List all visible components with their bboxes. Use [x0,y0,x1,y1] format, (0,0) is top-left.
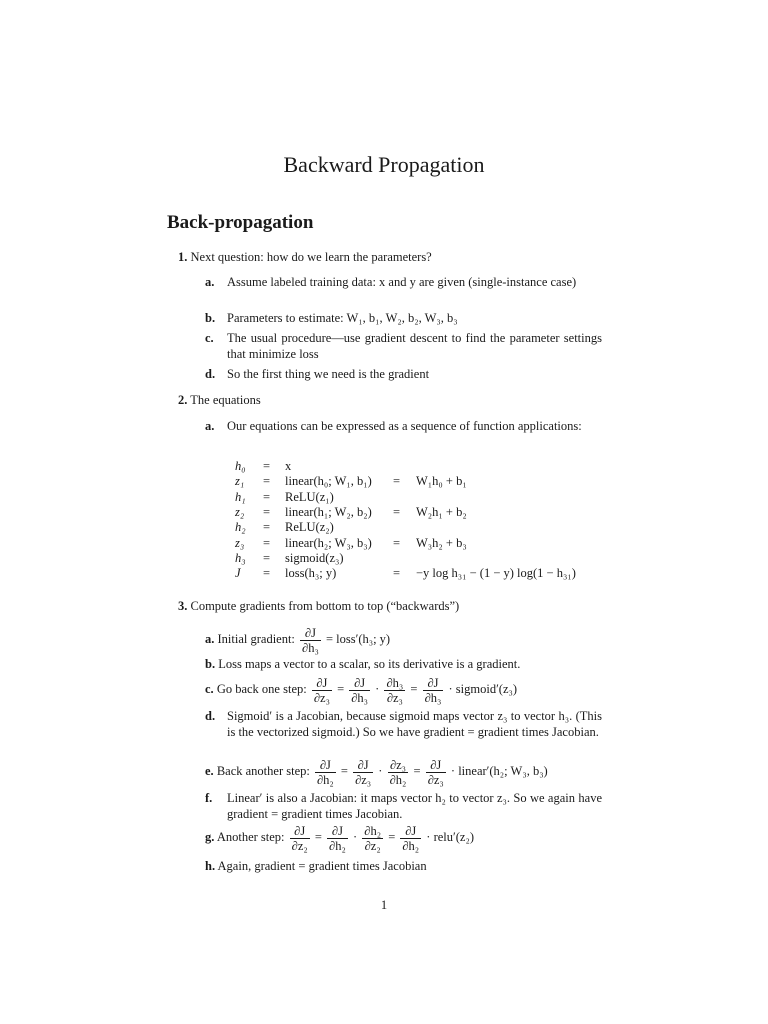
equation-rhs: W₁h₀ + b₁ [416,474,467,489]
equation-rel: = [263,520,271,535]
sub-label: f. [205,791,213,805]
sub-item-text: Parameters to estimate: W₁, b₁, W₂, b₂, W₃, b₃ [227,311,458,325]
page-title: Backward Propagation [283,152,485,177]
equation-rel2: = [393,504,401,519]
item-text: Next question: how do we learn the parameters? [190,250,432,264]
sub-label: a. [205,419,215,433]
equation-lhs: h₀ [235,459,246,473]
item-number: 1. [178,250,188,264]
sub-label: d. [205,367,216,381]
sub-item-text: Assume labeled training data: x and y are given (single-instance case) [227,275,577,289]
equation-rel: = [263,474,271,489]
sub-label: c. [205,331,214,345]
sub-item-text: The usual procedure—use gradient descent to find the parameter settings that minimize loss [227,331,602,361]
sub-item-text: Our equations can be expressed as a sequence of function applications: [227,419,582,433]
equation-mid: x [285,459,292,473]
sub-label: b. [205,311,216,325]
sub-item-3b: b. Loss maps a vector to a scalar, so its derivative is a gradient. [205,657,521,671]
equation-lhs: z₁ [235,474,245,489]
equation-rel2: = [393,535,401,550]
sub-item-text: Sigmoid′ is a Jacobian, because sigmoid maps vector z₃ to vector h₃. (This is the vectorized sigmoid.) So we have gradient = gradient times Jacobian. [227,709,602,739]
equation-lhs: z₃ [235,535,245,550]
equation-mid: ReLU(z₁) [285,489,334,504]
item-text: Compute gradients from bottom to top (“backwards”) [190,599,460,613]
equation-lhs: h₃ [235,550,246,565]
equation-rel: = [263,535,271,550]
item-number: 2. [178,393,188,407]
item-text: The equations [190,393,261,407]
equation-lhs: h₂ [235,520,246,535]
sub-label: a. [205,275,215,289]
item-number: 3. [178,599,188,613]
equation-rel: = [263,566,271,581]
equation-mid: sigmoid(z₃) [285,550,344,565]
list-item-3 [178,598,459,614]
page-number: 1 [380,898,388,912]
equation-rel2: = [393,566,401,581]
equation-mid: linear(h₂; W₃, b₃) [285,535,372,550]
equation-lhs: J [235,566,241,581]
equation-mid: ReLU(z₂) [285,520,334,535]
equation-mid: loss(h₃; y) [285,566,337,581]
equation-rel: = [263,550,271,565]
equation-rel: = [263,459,271,473]
equation-mid: linear(h₀; W₁, b₁) [285,474,372,489]
sub-item-3h: h. Again, gradient = gradient times Jacobian [205,859,427,873]
equation-rel: = [263,489,271,504]
equation-rhs: W₃h₂ + b₃ [416,535,467,550]
sub-item-text: So the first thing we need is the gradient [227,367,430,381]
sub-item-3c: c. Go back one step: $\frac{\partial J}{\text{∂z₃}}$ = $\frac{\partial J}{\text{∂h₃}}$ · $\frac{\text{∂h₃}}{\text{∂z₃}}$ = $\frac{\partial J}{\text{∂h₃}}$ · sigmoid′(z₃) [205,675,518,705]
equation-lhs: h₁ [235,489,246,504]
sub-item-3e: e. Back another step: $\frac{\partial J}{\text{∂h₂}}$ = $\frac{\partial J}{\text{∂z₃}}$ · $\frac{\text{∂z₃}}{\text{∂h₂}}$ = $\frac{\partial J}{\text{∂z₃}}$ · linear′(h₂; W₃, b₃) [205,757,548,787]
list-item-1 [178,249,432,265]
sub-item-3a: a. Initial gradient: $\frac{\partial J}{\text{∂h₃}}$ = loss′(h₃; y) [205,625,391,655]
list-item-2 [178,392,261,408]
equation-mid: linear(h₁; W₂, b₂) [285,504,372,519]
equation-rhs: W₂h₁ + b₂ [416,504,467,519]
sub-item-text: Linear′ is also a Jacobian: it maps vector h₂ to vector z₃. So we again have gradient = gradient times Jacobian. [227,791,602,821]
equation-lhs: z₂ [235,504,245,519]
sub-item-3g: g. Another step: $\frac{\partial J}{\text{∂z₂}}$ = $\frac{\partial J}{\text{∂h₂}}$ · $\frac{\text{∂h₂}}{\text{∂z₂}}$ = $\frac{\partial J}{\text{∂h₂}}$ · relu′(z₂) [205,823,474,853]
equation-rel: = [263,504,271,519]
sub-label: d. [205,709,216,723]
section-heading: Back-propagation [167,212,314,233]
equation-rel2: = [393,474,401,489]
fraction: $\frac{\partial J}{\text{∂h₃}}$ [302,625,319,655]
equation-rhs: −y log h₃₁ − (1 − y) log(1 − h₃₁) [416,566,576,581]
